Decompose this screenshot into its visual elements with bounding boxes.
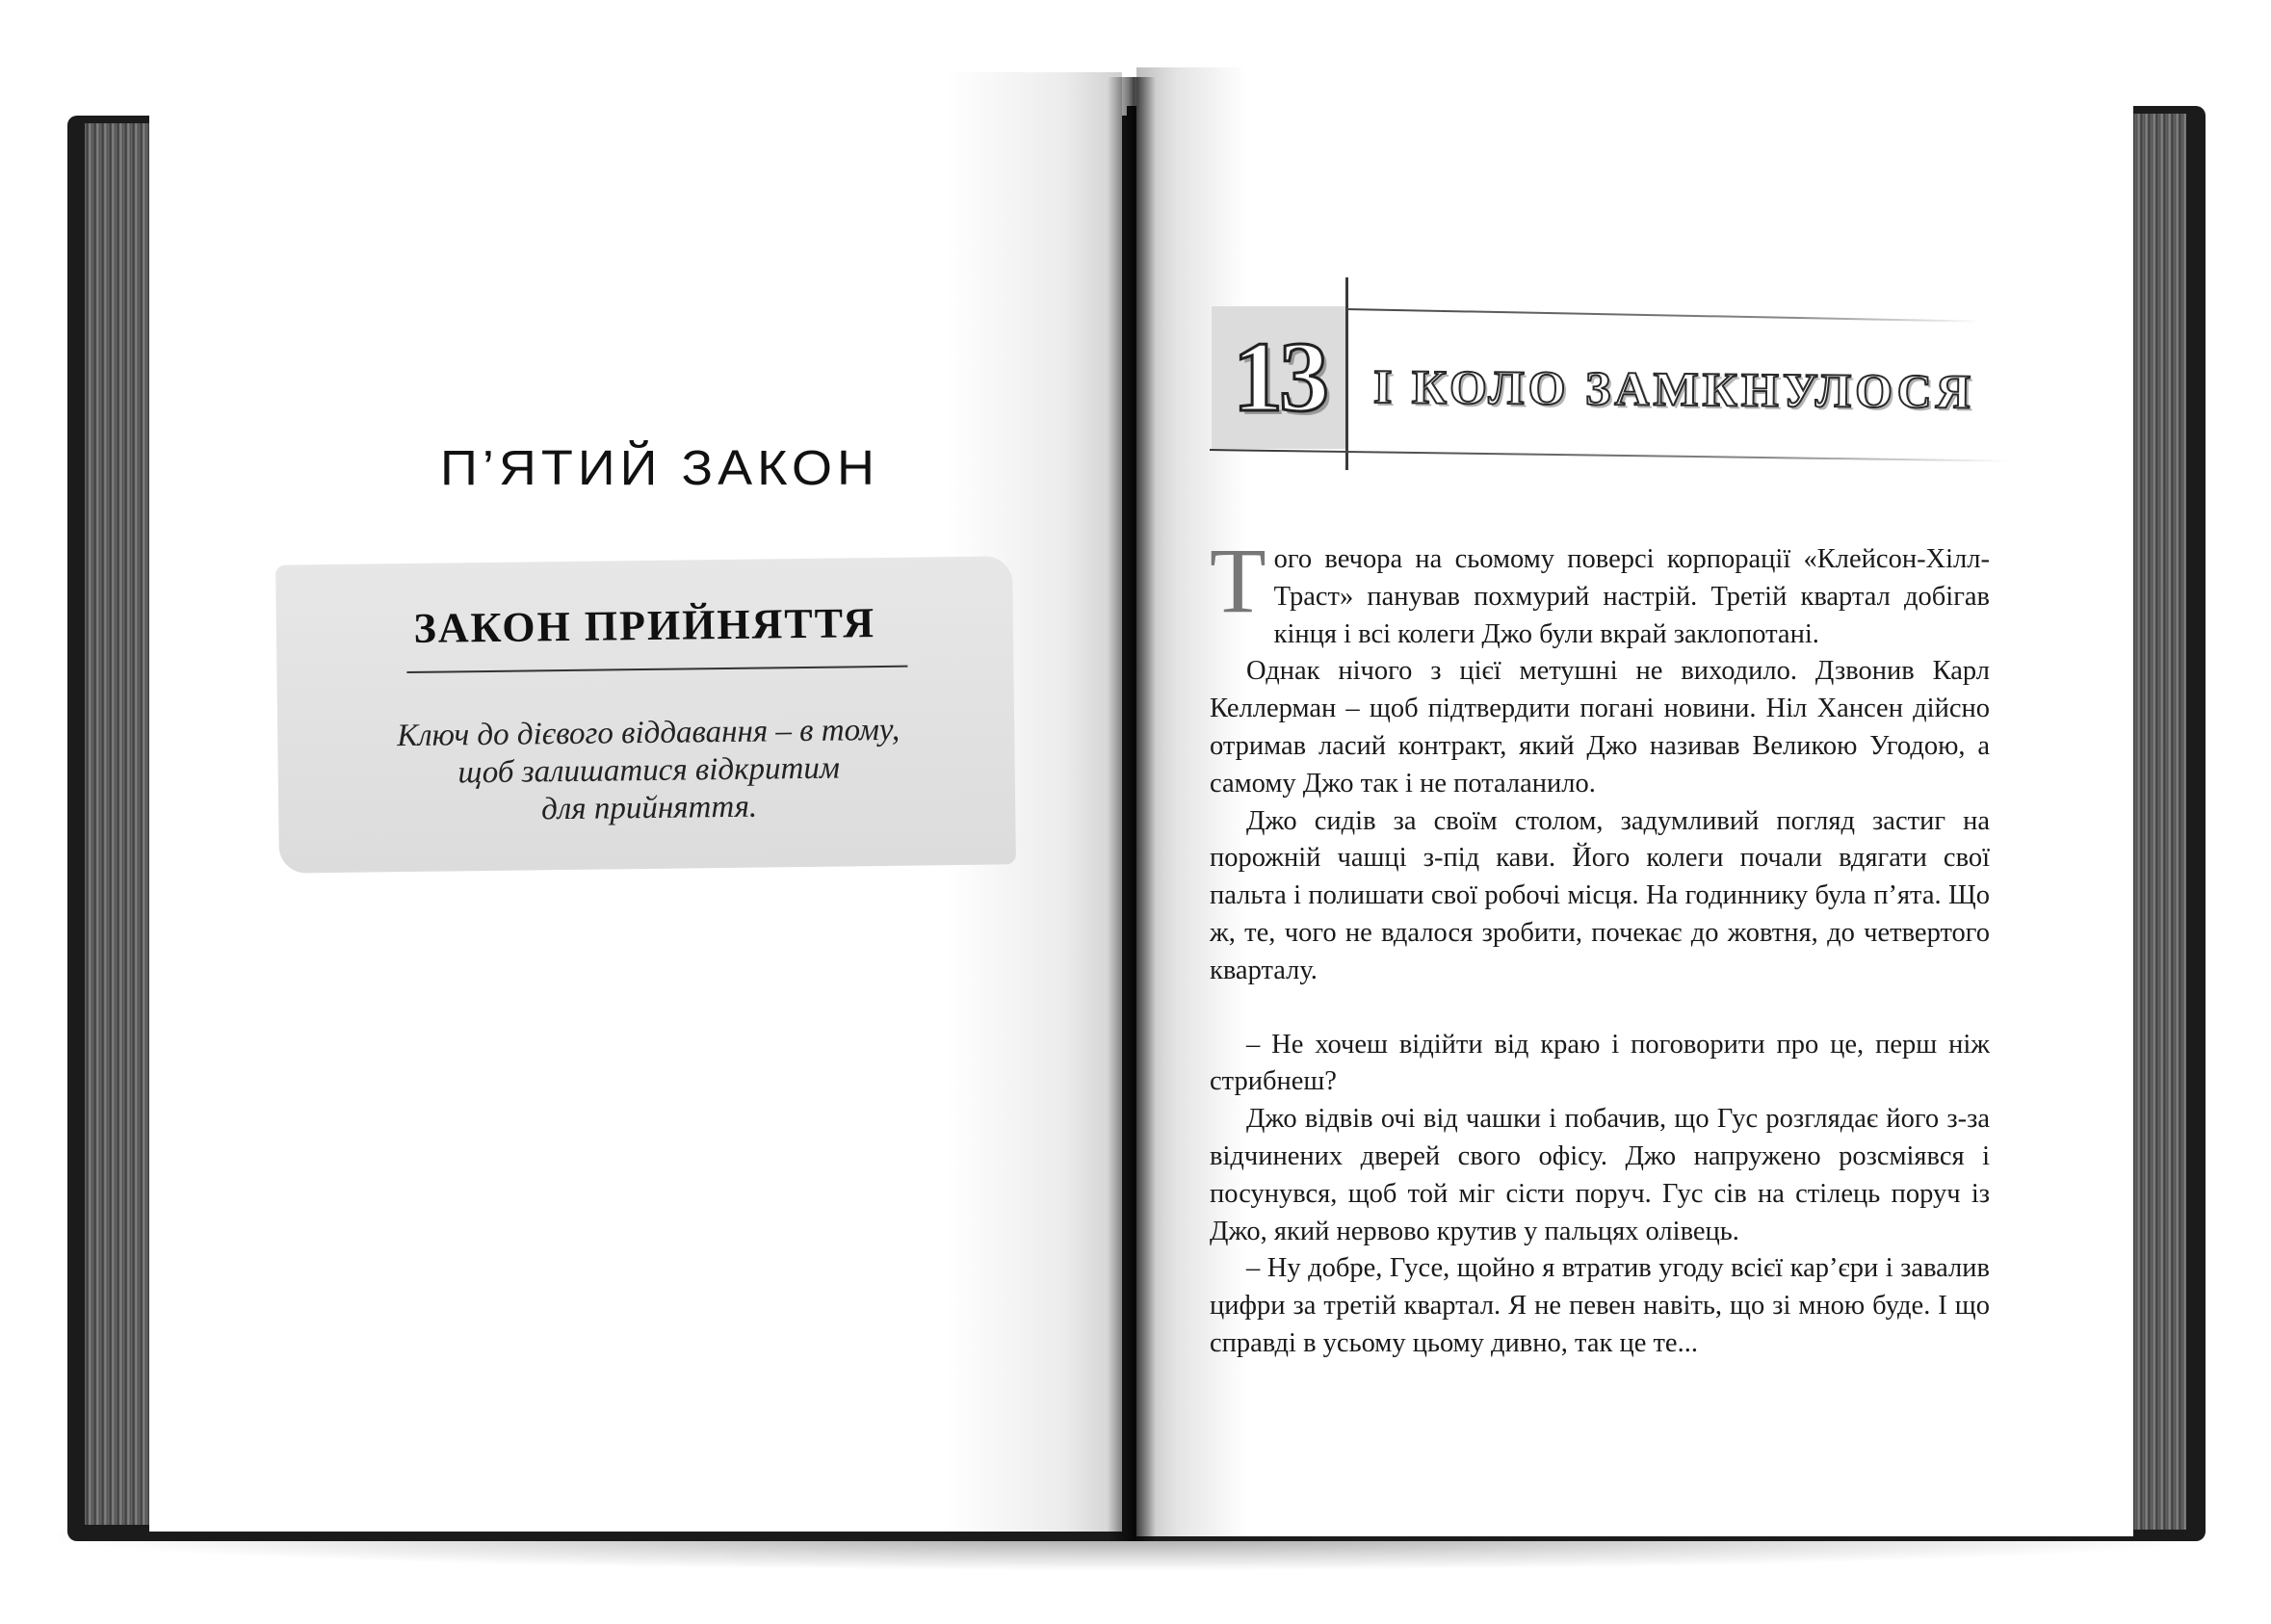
paragraph: Джо сидів за своїм столом, задумливий погляд застиг на порожній чашці з-під кави. Його колеги почали вдягати свої пальта і полишати свої робочі місця. На годиннику була п’ята. Що ж, те, чого не вдалося зробити, почекає до жовтня, до четвертого кварталу. <box>1210 805 1990 985</box>
book-gutter <box>1108 77 1156 1541</box>
law-quote-line: для прийняття. <box>540 789 758 827</box>
law-quote-line: щоб залишатися відкритим <box>457 750 841 791</box>
paragraph: Джо відвів очі від чашки і побачив, що Гус розглядає його з-за відчинених дверей свого офісу. Джо напружено розсміявся і посунувся, щоб той міг сісти поруч. Гус сів на стілець поруч із Джо, який нервово крутив у пальцях олівець. <box>1210 1104 1990 1246</box>
law-heading: П’ЯТИЙ ЗАКОН <box>440 440 879 496</box>
chapter-number-box <box>1212 306 1346 449</box>
paragraph: – Ну добре, Гусе, щойно я втратив угоду всієї кар’єри і завалив цифри за третій квартал. Я не певен навіть, що зі мною буде. І що справді в усьому цьому дивно, так це те... <box>1210 1253 1990 1358</box>
law-divider <box>406 666 907 673</box>
law-title: ЗАКОН ПРИЙНЯТТЯ <box>413 599 876 652</box>
paragraph: – Не хочеш відійти від краю і поговорити про це, перш ніж стрибнеш? <box>1210 1029 1990 1097</box>
law-quote-line: Ключ до дієвого віддавання – в тому, <box>397 712 901 754</box>
chapter-number: 13 <box>1233 322 1325 432</box>
chapter-title: І КОЛО ЗАМКНУЛОСЯ <box>1372 359 1975 419</box>
drop-cap: Т <box>1210 529 1266 632</box>
law-box <box>275 556 1016 873</box>
chapter-body <box>1210 529 1990 1363</box>
paragraph <box>1210 529 1990 653</box>
paragraph: Однак нічого з цієї метушні не виходило. Дзвонив Карл Келлерман – щоб підтвердити погані новини. Ніл Хансен дійсно отримав ласий контракт, який Джо називав Великою Угодою, а самому Джо так і не поталанило. <box>1210 656 1990 799</box>
law-quote <box>316 711 981 831</box>
paragraph-text: ого вечора на сьомому поверсі корпорації «Клейсон-Хілл-Траст» панував похмурий настрій. Третій квартал добігав кінця і всі колеги Джо були вкрай заклопотані. <box>1273 544 1990 649</box>
chapter-vertical-rule <box>1345 277 1348 470</box>
